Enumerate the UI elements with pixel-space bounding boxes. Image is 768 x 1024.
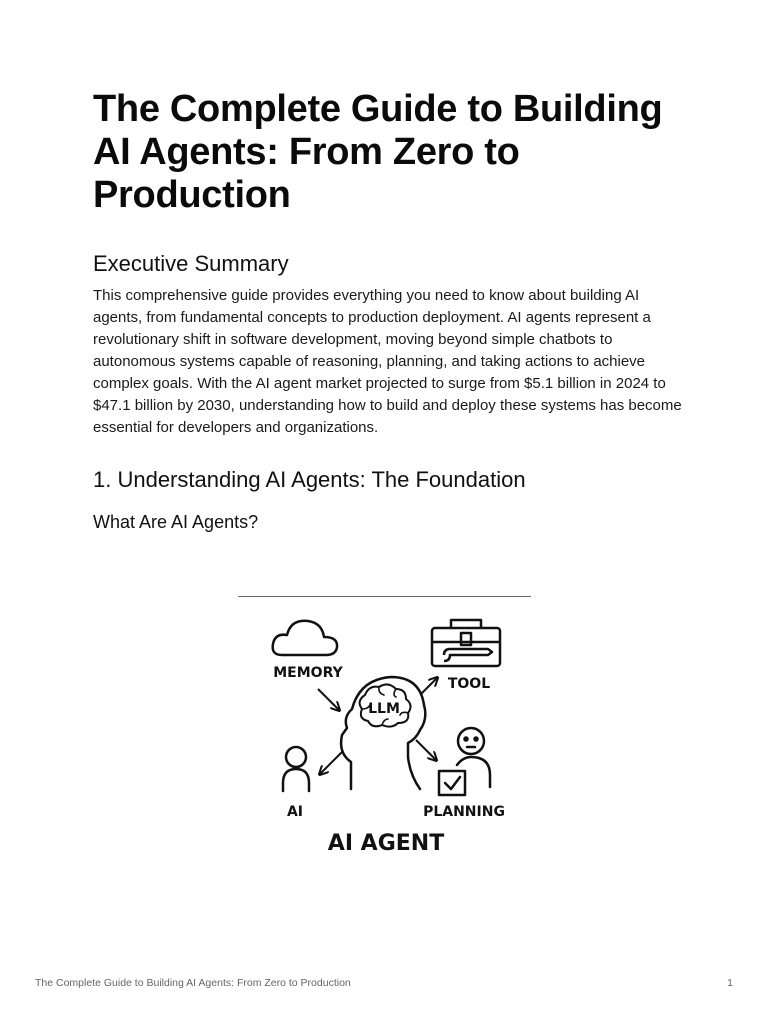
checkbox-icon [439,771,465,795]
person-icon [283,747,309,791]
planning-person-icon [457,728,490,787]
section-1-heading: 1. Understanding AI Agents: The Foundation [93,467,526,492]
footer-document-title: The Complete Guide to Building AI Agents: From Zero to Production [35,977,351,989]
ai-label: AI [286,804,304,820]
tool-label: TOOL [447,676,491,692]
toolbox-icon [432,620,500,666]
ai-agent-diagram [238,596,531,869]
executive-summary-heading: Executive Summary [93,251,289,276]
page-content [93,88,693,535]
section-1-subheading: What Are AI Agents? [93,512,259,532]
brain-head-icon [341,677,425,789]
ai-agent-caption: AI AGENT [327,831,445,856]
planning-label: PLANNING [423,804,505,820]
cloud-icon [273,621,337,655]
llm-label: LLM [368,701,400,717]
document-title: The Complete Guide to Building AI Agents: From Zero to Production [93,88,663,216]
footer-page-number: 1 [727,977,733,989]
executive-summary-paragraph: This comprehensive guide provides everything you need to know about building AI agents, from fundamental concepts to production deployment. AI agents represent a revolutionary shift in software development, moving beyond simple chatbots to autonomous systems capable of reasoning, planning, and taking actions to achieve complex goals. With the AI agent market projected to surge from $5.1 billion in 2024 to $47.1 billion by 2030, understanding how to build and deploy these systems has become essential for developers and organizations. [93,287,682,436]
memory-label: MEMORY [273,665,343,681]
